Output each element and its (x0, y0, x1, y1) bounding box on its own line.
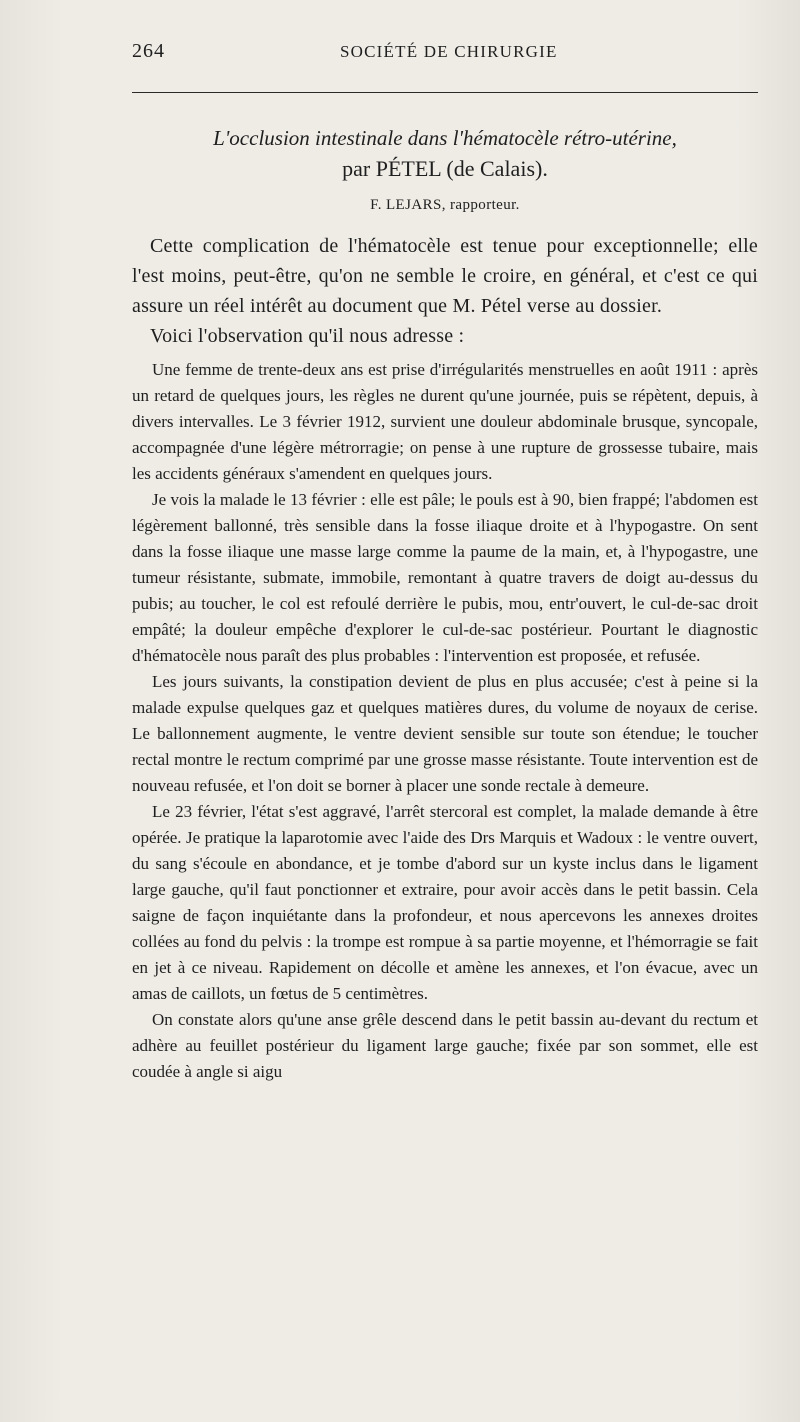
article-rapporteur: F. LEJARS, rapporteur. (370, 197, 520, 213)
observation-paragraph: Je vois la malade le 13 février : elle est pâle; le pouls est à 90, bien frappé; l'abdomen est légèrement ballonné, très sensible dans la fosse iliaque droite et à l'hypogastre. On sent dans la fosse iliaque une masse large comme la paume de la main, et, à l'hypogastre, une tumeur résistante, submate, immobile, remontant à quatre travers de doigt au-dessus du pubis; au toucher, le col est refoulé derrière le pubis, mou, entr'ouvert, le cul-de-sac droit empâté; la douleur empêche d'explorer le cul-de-sac postérieur. Pourtant le diagnostic d'hématocèle nous paraît des plus probables : l'intervention est proposée, et refusée. (132, 490, 758, 665)
observation-paragraph: Le 23 février, l'état s'est aggravé, l'arrêt stercoral est complet, la malade demande à être opérée. Je pratique la laparotomie avec l'aide des Drs Marquis et Wadoux : le ventre ouvert, du sang s'écoule en abondance, et je tombe d'abord sur un kyste inclus dans le ligament large gauche, qu'il faut ponctionner et extraire, pour avoir accès dans le petit bassin. Cela saigne de façon inquiétante dans la profondeur, et nous apercevons les annexes droites collées au fond du pelvis : la trompe est rompue à sa partie moyenne, et l'hémorragie se fait en jet à ce niveau. Rapidement on décolle et amène les annexes, et l'on évacue, avec un amas de caillots, un fœtus de 5 centimètres. (132, 802, 758, 1003)
lead-paragraph: Cette complication de l'hématocèle est tenue pour exceptionnelle; elle l'est moins, peut-être, qu'on ne semble le croire, en général, et c'est ce qui assure un réel intérêt au document que M. Pétel verse au dossier. (132, 235, 758, 317)
observation-paragraph: Les jours suivants, la constipation devient de plus en plus accusée; c'est à peine si la malade expulse quelques gaz et quelques matières dures, du volume de noyaux de cerise. Le ballonnement augmente, le ventre devient sensible sur toute son étendue; le toucher rectal montre le rectum comprimé par une grosse masse résistante. Toute intervention est de nouveau refusée, et l'on doit se borner à placer une sonde rectale à demeure. (132, 672, 758, 795)
journal-title: SOCIÉTÉ DE CHIRURGIE (340, 42, 558, 61)
page-number: 264 (132, 40, 165, 62)
lead-paragraph: Voici l'observation qu'il nous adresse : (150, 325, 465, 347)
observation-paragraph: Une femme de trente-deux ans est prise d'irrégularités menstruelles en août 1911 : après un retard de quelques jours, les règles ne durent qu'une journée, puis se répètent, depuis, à divers intervalles. Le 3 février 1912, survient une douleur abdominale brusque, syncopale, accompagnée d'une légère métrorragie; on pense à une rupture de grossesse tubaire, mais les accidents généraux s'amendent en quelques jours. (132, 360, 758, 483)
observation-paragraph: On constate alors qu'une anse grêle descend dans le petit bassin au-devant du rectum et adhère au feuillet postérieur du ligament large gauche; fixée par son sommet, elle est coudée à angle si aigu (132, 1010, 758, 1081)
article-byline: par PÉTEL (de Calais). (342, 156, 548, 181)
running-head (132, 40, 758, 92)
observation-section (132, 357, 758, 1085)
header-rule (132, 92, 758, 93)
article-title: L'occlusion intestinale dans l'hématocèle rétro-utérine, (213, 126, 677, 150)
lead-section (132, 231, 758, 351)
